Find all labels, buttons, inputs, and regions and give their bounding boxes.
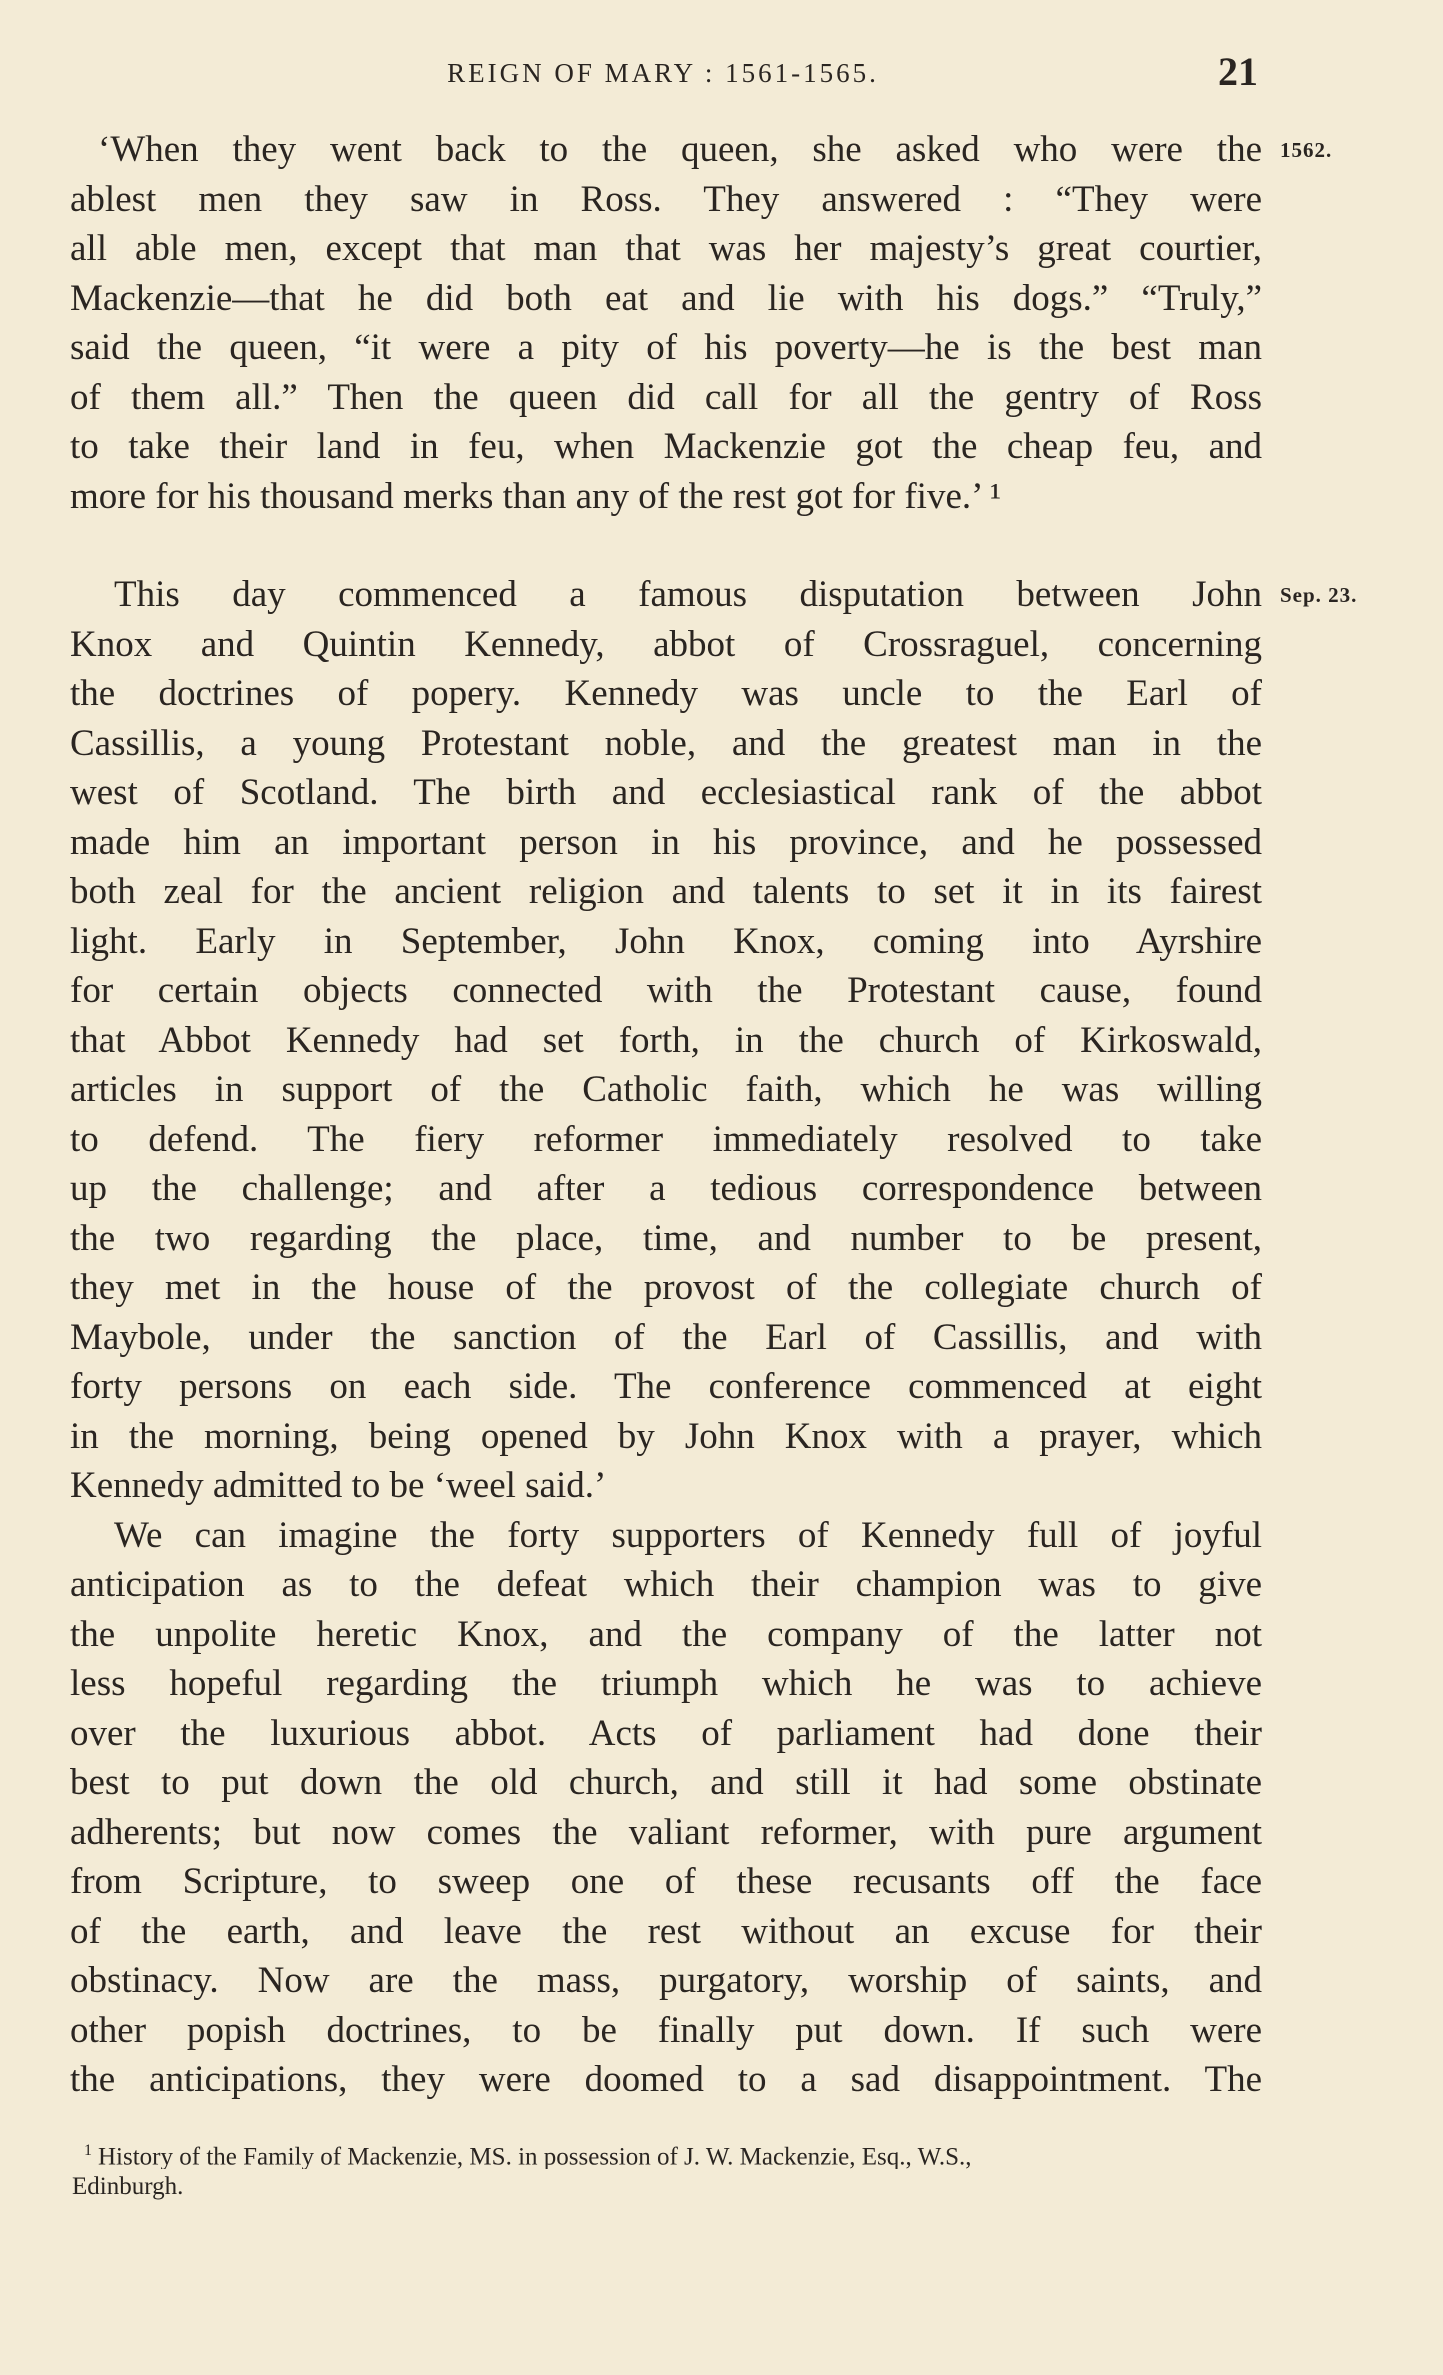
paragraph-quote (70, 125, 1262, 521)
text-line: the unpolite heretic Knox, and the company of the latter not (70, 1613, 1262, 1655)
text-line: to defend. The fiery reformer immediately resolved to take (70, 1118, 1262, 1160)
text-line: This day commenced a famous disputation between John (114, 574, 1262, 615)
text-line: adherents; but now comes the valiant reformer, with pure argument (70, 1811, 1262, 1853)
text-line: all able men, except that man that was her majesty’s great courtier, (70, 228, 1262, 269)
running-title: REIGN OF MARY : 1561-1565. (447, 58, 879, 88)
text-line: Kennedy admitted to be ‘weel said.’ (70, 1465, 607, 1506)
footnote-text: History of the Family of Mackenzie, MS. in possession of J. W. Mackenzie, Esq., W.S., (98, 2143, 972, 2169)
text-line: west of Scotland. The birth and ecclesiastical rank of the abbot (70, 772, 1262, 813)
text-line: Knox and Quintin Kennedy, abbot of Crossraguel, concerning (70, 623, 1262, 665)
text-line: the anticipations, they were doomed to a sad disappointment. The (70, 2059, 1262, 2100)
text-line: they met in the house of the provost of the collegiate church of (70, 1267, 1262, 1308)
paragraph-gap (70, 521, 1262, 570)
text-line: more for his thousand merks than any of the rest got for five.’ ¹ (70, 475, 1002, 517)
text-line: of the earth, and leave the rest without an excuse for their (70, 1910, 1262, 1952)
text-line: for certain objects connected with the Protestant cause, found (70, 970, 1262, 1011)
text-line: Mackenzie—that he did both eat and lie with his dogs.” “Truly,” (70, 277, 1262, 319)
text-line: light. Early in September, John Knox, coming into Ayrshire (70, 920, 1262, 962)
text-line: up the challenge; and after a tedious correspondence between (70, 1168, 1262, 1209)
text-line: ‘When they went back to the queen, she asked who were the (98, 129, 1262, 170)
text-line: anticipation as to the defeat which their champion was to give (70, 1564, 1262, 1605)
text-line: We can imagine the forty supporters of Kennedy full of joyful (114, 1514, 1262, 1556)
text-line: in the morning, being opened by John Knox with a prayer, which (70, 1415, 1262, 1457)
text-line: forty persons on each side. The conference commenced at eight (70, 1366, 1262, 1407)
text-line: best to put down the old church, and still it had some obstinate (70, 1762, 1262, 1803)
paragraph-anticipation (70, 1511, 1262, 2105)
text-line: of them all.” Then the queen did call for all the gentry of Ross (70, 376, 1262, 418)
text-line: from Scripture, to sweep one of these recusants off the face (70, 1861, 1262, 1902)
text-line: ablest men they saw in Ross. They answered : “They were (70, 178, 1262, 220)
footnote-line (72, 2133, 1267, 2169)
text-line: said the queen, “it were a pity of his poverty—he is the best man (70, 327, 1262, 368)
text-line: the two regarding the place, time, and number to be present, (70, 1217, 1262, 1259)
text-line: Maybole, under the sanction of the Earl of Cassillis, and with (70, 1316, 1262, 1358)
margin-note-date: Sep. 23. (1280, 583, 1358, 607)
footnote (72, 2133, 1267, 2205)
text-line: articles in support of the Catholic faith, which he was willing (70, 1069, 1262, 1110)
margin-note-year: 1562. (1280, 138, 1333, 162)
text-line: the doctrines of popery. Kennedy was uncle to the Earl of (70, 673, 1262, 714)
paragraph-disputation (70, 570, 1262, 1511)
text-line: made him an important person in his province, and he possessed (70, 821, 1262, 863)
running-head (68, 48, 1258, 98)
footnote-mark: 1 (84, 2142, 92, 2159)
text-line: other popish doctrines, to be finally put down. If such were (70, 2009, 1262, 2051)
text-line: to take their land in feu, when Mackenzie got the cheap feu, and (70, 426, 1262, 467)
page-number: 21 (1218, 49, 1258, 94)
text-line: both zeal for the ancient religion and talents to set it in its fairest (70, 871, 1262, 912)
footnote-line: Edinburgh. (72, 2173, 184, 2200)
text-line: over the luxurious abbot. Acts of parliament had done their (70, 1712, 1262, 1754)
text-line: that Abbot Kennedy had set forth, in the church of Kirkoswald, (70, 1019, 1262, 1061)
body-text (70, 125, 1262, 2105)
text-line: Cassillis, a young Protestant noble, and the greatest man in the (70, 722, 1262, 764)
text-line: obstinacy. Now are the mass, purgatory, worship of saints, and (70, 1960, 1262, 2001)
text-line: less hopeful regarding the triumph which he was to achieve (70, 1663, 1262, 1704)
